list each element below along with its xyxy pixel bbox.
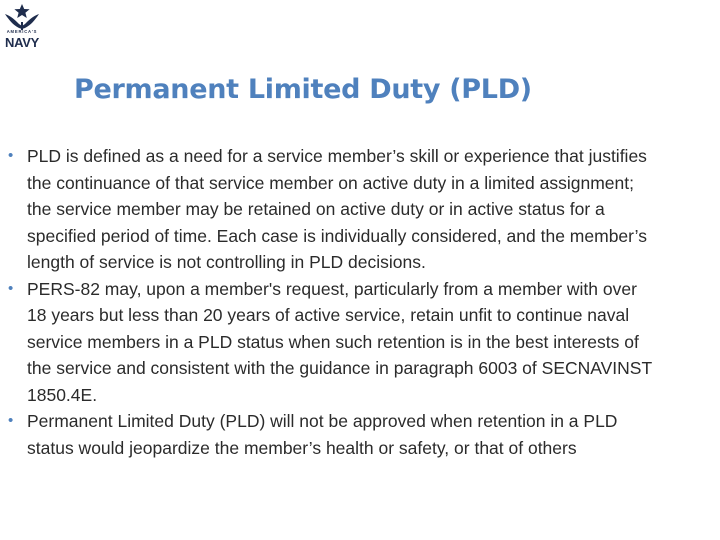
- logo-top-text: AMERICA'S: [6, 29, 38, 34]
- navy-logo: [2, 2, 42, 50]
- bullet-list: [8, 143, 658, 461]
- bullet-marker: •: [8, 412, 14, 429]
- bullet-item: [8, 276, 658, 409]
- bullet-marker: •: [8, 279, 14, 297]
- bullet-item: [8, 143, 658, 276]
- bullet-item: [8, 408, 658, 461]
- bullet-text: Permanent Limited Duty (PLD) will not be approved when retention in a PLD status would jeopardize the member’s health or safety, or that of others: [27, 411, 618, 458]
- bullet-text: PLD is defined as a need for a service member’s skill or experience that justifies the continuance of that service member on active duty in a limited assignment; the service member may be retained on active duty or in active status for a specified period of time. Each case is individually considered, and the member’s length of service is not controlling in PLD decisions.: [27, 146, 647, 272]
- logo-word: NAVY: [5, 35, 39, 50]
- bullet-marker: •: [8, 147, 14, 164]
- slide-title: Permanent Limited Duty (PLD): [74, 74, 532, 105]
- bullet-text: PERS-82 may, upon a member's request, particularly from a member with over 18 years but less than 20 years of active service, retain unfit to continue naval service members in a PLD status when such retention is in the best interests of the service and consistent with the guidance in paragraph 6003 of SECNAVINST 1850.4E.: [27, 278, 652, 405]
